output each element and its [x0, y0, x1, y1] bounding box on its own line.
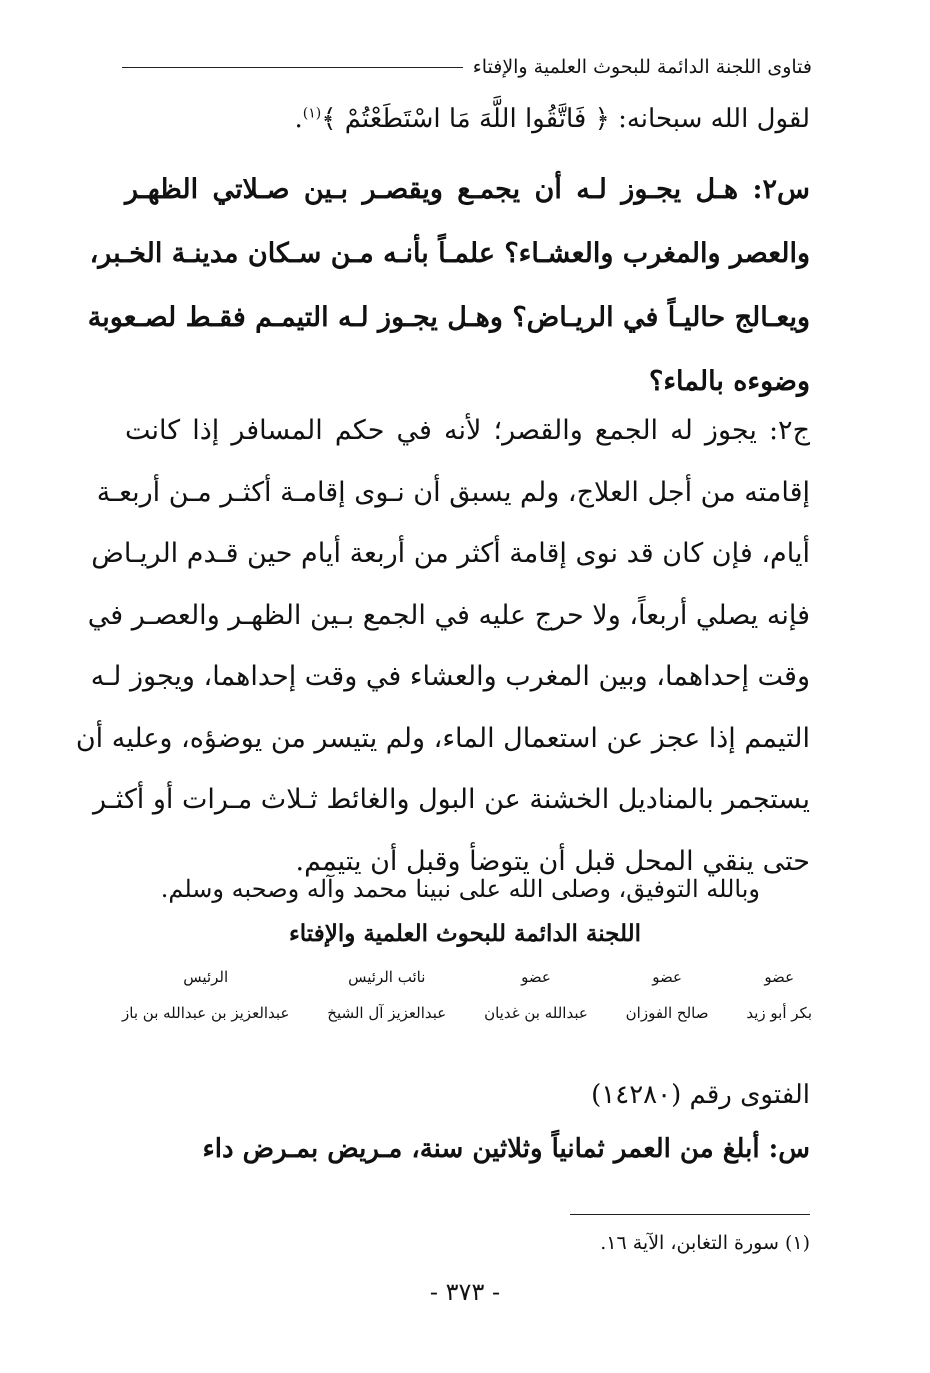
question-line: والعصر والمغرب والعشـاء؟ علمـاً بأنـه مـن سـكان مدينـة الخـبر،	[89, 238, 810, 269]
signatory	[746, 968, 812, 1022]
signatory-name: عبدالله بن غديان	[484, 1004, 588, 1022]
answer-line: التيمم إذا عجز عن استعمال الماء، ولم يتيسر من يوضؤه، وعليه أن	[75, 722, 810, 754]
answer-line: أيام، فإن كان قد نوى إقامة أكثر من أربعة أيام حين قـدم الريـاض	[91, 538, 810, 569]
signatory	[327, 968, 446, 1022]
question-line: ويعـالج حاليـاً في الريـاض؟ وهـل يجـوز لـه التيمـم فقـط لصـعوبة	[87, 302, 810, 333]
footnote-marker: (١)	[302, 105, 322, 122]
signatory-role: الرئيس	[183, 968, 229, 986]
verse-end-period: .	[294, 104, 303, 134]
signatory	[626, 968, 709, 1022]
signatory-role: نائب الرئيس	[348, 968, 426, 986]
answer-line: يستجمر بالمناديل الخشنة عن البول والغائط ثـلاث مـرات أو أكثـر	[93, 784, 810, 815]
answer-line: إقامته من أجل العلاج، ولم يسبق أن نـوى إقامـة أكثـر مـن أربعـة	[96, 476, 810, 508]
signatory-name: بكر أبو زيد	[746, 1004, 812, 1022]
answer-line: ج٢: يجوز له الجمع والقصر؛ لأنه في حكم المسافر إذا كانت	[125, 415, 810, 446]
answer-line: وقت إحداهما، وبين المغرب والعشاء في وقت إحداهما، ويجوز لـه	[90, 661, 810, 692]
verse-line	[295, 104, 811, 134]
signatory-role: عضو	[764, 968, 795, 986]
closing-formula: وبالله التوفيق، وصلى الله على نبينا محمد وآله وصحبه وسلم.	[160, 875, 760, 903]
running-header	[122, 56, 812, 78]
committee-title: اللجنة الدائمة للبحوث العلمية والإفتاء	[288, 920, 642, 947]
signatories	[122, 968, 812, 1022]
answer-2	[75, 400, 810, 892]
signatory-name: عبدالعزيز بن عبدالله بن باز	[122, 1004, 290, 1022]
signatory-role: عضو	[521, 968, 551, 986]
footnote: (١) سورة التغابن، الآية ١٦.	[600, 1232, 810, 1254]
answer-line: حتى ينقي المحل قبل أن يتوضأ وقبل أن يتيمم.	[295, 845, 810, 877]
signatory-role: عضو	[652, 968, 682, 986]
running-title: فتاوى اللجنة الدائمة للبحوث العلمية والإفتاء	[472, 56, 812, 78]
verse-text: لقول الله سبحانه: ﴿ فَاتَّقُوا اللَّهَ مَا اسْتَطَعْتُمْ ﴾	[321, 104, 810, 134]
next-question-start: س: أبلغ من العمر ثمانياً وثلاثين سنة، مـريض بمـرض داء	[202, 1134, 810, 1164]
question-line: س٢: هـل يجـوز لـه أن يجمـع ويقصـر بـين صـلاتي الظهـر	[125, 174, 810, 205]
signatory-name: عبدالعزيز آل الشيخ	[327, 1004, 447, 1022]
signatory	[484, 968, 588, 1022]
header-rule	[122, 67, 463, 68]
signatory	[122, 968, 289, 1022]
page-number: - ٣٧٣ -	[429, 1278, 501, 1306]
footnote-rule	[570, 1214, 810, 1215]
signatory-name: صالح الفوزان	[625, 1004, 709, 1022]
question-2	[87, 158, 810, 414]
question-line: وضوءه بالماء؟	[649, 366, 810, 397]
answer-line: فإنه يصلي أربعاً، ولا حرج عليه في الجمع بـين الظهـر والعصـر في	[87, 599, 810, 631]
fatwa-number: الفتوى رقم (١٤٢٨٠)	[591, 1080, 810, 1110]
